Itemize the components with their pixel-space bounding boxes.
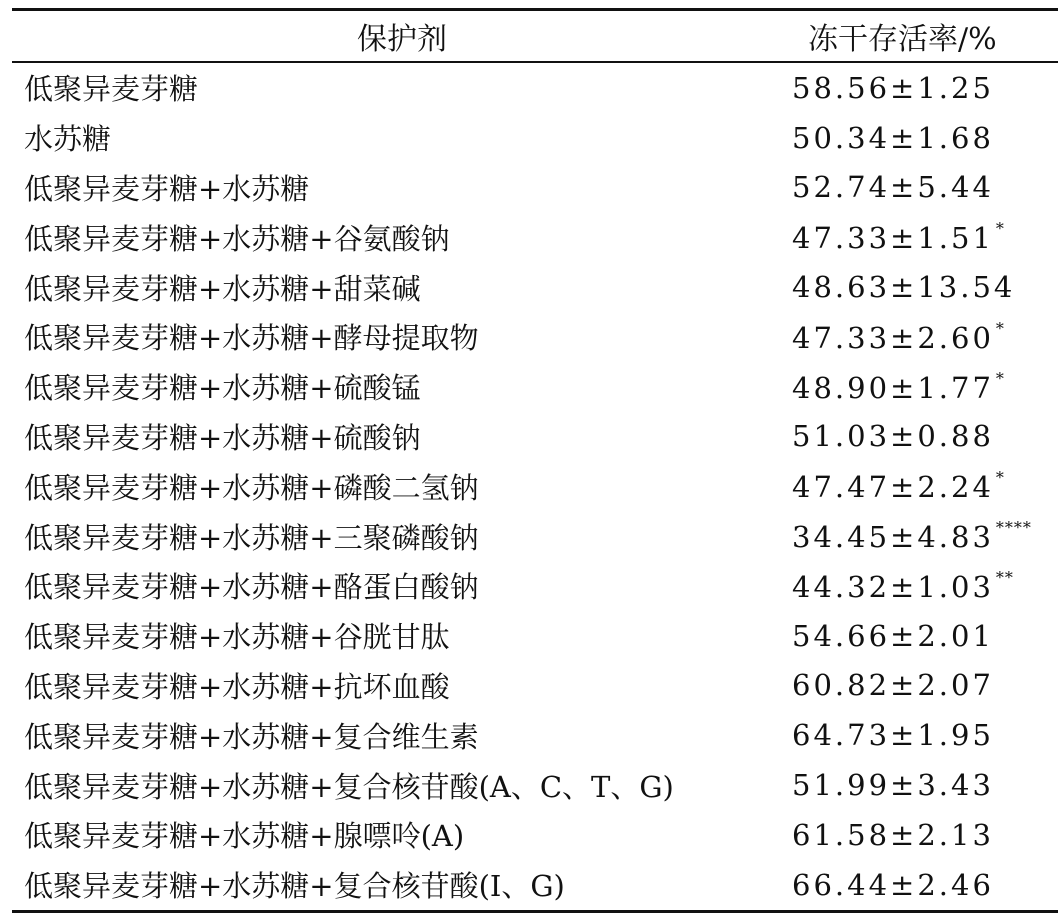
protectant-cell: 低聚异麦芽糖+水苏糖+谷氨酸钠 <box>24 221 450 256</box>
survival-rate-value: 54.66±2.01 <box>792 618 994 653</box>
protectant-cell: 低聚异麦芽糖+水苏糖+谷胱甘肽 <box>24 620 450 655</box>
survival-rate-cell <box>792 113 1058 163</box>
table-row <box>12 412 1058 462</box>
survival-rate-cell <box>792 163 1058 213</box>
survival-rate-cell <box>792 760 1058 810</box>
survival-rate-value: 51.99±3.43 <box>792 768 994 803</box>
survival-rate-cell <box>792 312 1058 362</box>
protectant-cell: 低聚异麦芽糖+水苏糖 <box>24 171 310 206</box>
table-row <box>12 661 1058 711</box>
survival-rate-value: 61.58±2.13 <box>792 817 994 852</box>
table-row <box>12 62 1058 113</box>
survival-rate-value: 52.74±5.44 <box>792 170 994 205</box>
table-row <box>12 212 1058 262</box>
significance-marker: * <box>995 318 1005 338</box>
protectant-cell: 低聚异麦芽糖+水苏糖+腺嘌呤(A) <box>24 819 465 854</box>
table-row <box>12 113 1058 163</box>
protectant-cell: 低聚异麦芽糖+水苏糖+甜菜碱 <box>24 271 421 306</box>
survival-rate-cell <box>792 710 1058 760</box>
survival-rate-cell <box>792 661 1058 711</box>
table-row <box>12 710 1058 760</box>
protectant-cell: 低聚异麦芽糖+水苏糖+酪蛋白酸钠 <box>24 570 479 605</box>
table-row <box>12 611 1058 661</box>
table-header <box>12 10 1058 63</box>
survival-rate-value: 48.90±1.77 <box>792 370 994 405</box>
protectant-cell: 低聚异麦芽糖+水苏糖+三聚磷酸钠 <box>24 520 479 555</box>
survival-rate-cell <box>792 461 1058 511</box>
survival-rate-value: 44.32±1.03 <box>792 569 994 604</box>
survival-rate-cell <box>792 561 1058 611</box>
protectant-cell: 低聚异麦芽糖+水苏糖+酵母提取物 <box>24 321 479 356</box>
significance-marker: * <box>995 468 1005 488</box>
survival-rate-cell <box>792 62 1058 113</box>
survival-rate-value: 47.47±2.24 <box>792 470 994 505</box>
survival-rate-cell <box>792 860 1058 911</box>
survival-rate-cell <box>792 412 1058 462</box>
survival-rate-value: 60.82±2.07 <box>792 668 994 703</box>
table-row <box>12 312 1058 362</box>
table-row <box>12 860 1058 911</box>
table-row <box>12 760 1058 810</box>
table-row <box>12 561 1058 611</box>
survival-rate-value: 47.33±1.51 <box>792 221 994 256</box>
protectant-cell: 低聚异麦芽糖 <box>24 72 199 107</box>
survival-rate-cell <box>792 611 1058 661</box>
protectant-cell: 低聚异麦芽糖+水苏糖+复合核苷酸(A、C、T、G) <box>24 769 674 804</box>
protectant-survival-table <box>12 8 1058 913</box>
table-row <box>12 511 1058 561</box>
protectant-cell: 低聚异麦芽糖+水苏糖+硫酸锰 <box>24 371 421 406</box>
table-row <box>12 262 1058 312</box>
survival-rate-value: 64.73±1.95 <box>792 718 994 753</box>
significance-marker: **** <box>995 518 1032 538</box>
survival-rate-cell <box>792 212 1058 262</box>
survival-rate-value: 51.03±0.88 <box>792 419 994 454</box>
survival-rate-value: 58.56±1.25 <box>792 70 994 105</box>
protectant-cell: 低聚异麦芽糖+水苏糖+抗坏血酸 <box>24 669 450 704</box>
survival-rate-value: 34.45±4.83 <box>792 520 994 555</box>
data-table-container <box>12 8 1058 913</box>
table-body <box>12 62 1058 911</box>
significance-marker: * <box>995 368 1005 388</box>
survival-rate-value: 47.33±2.60 <box>792 320 994 355</box>
table-row <box>12 163 1058 213</box>
table-row <box>12 461 1058 511</box>
protectant-cell: 低聚异麦芽糖+水苏糖+硫酸钠 <box>24 420 421 455</box>
survival-rate-cell <box>792 362 1058 412</box>
survival-rate-value: 50.34±1.68 <box>792 120 994 155</box>
header-row <box>12 10 1058 63</box>
survival-rate-cell <box>792 511 1058 561</box>
header-survival-rate: 冻干存活率/% <box>808 22 997 57</box>
table-row <box>12 810 1058 860</box>
protectant-cell: 低聚异麦芽糖+水苏糖+磷酸二氢钠 <box>24 470 479 505</box>
survival-rate-cell <box>792 810 1058 860</box>
protectant-cell: 低聚异麦芽糖+水苏糖+复合维生素 <box>24 719 479 754</box>
significance-marker: ** <box>995 567 1014 587</box>
survival-rate-value: 48.63±13.54 <box>792 270 1016 305</box>
protectant-cell: 低聚异麦芽糖+水苏糖+复合核苷酸(I、G) <box>24 869 565 904</box>
protectant-cell: 水苏糖 <box>24 122 112 157</box>
header-protectant: 保护剂 <box>357 22 447 57</box>
significance-marker: * <box>995 219 1005 239</box>
table-row <box>12 362 1058 412</box>
survival-rate-value: 66.44±2.46 <box>792 867 994 902</box>
survival-rate-cell <box>792 262 1058 312</box>
